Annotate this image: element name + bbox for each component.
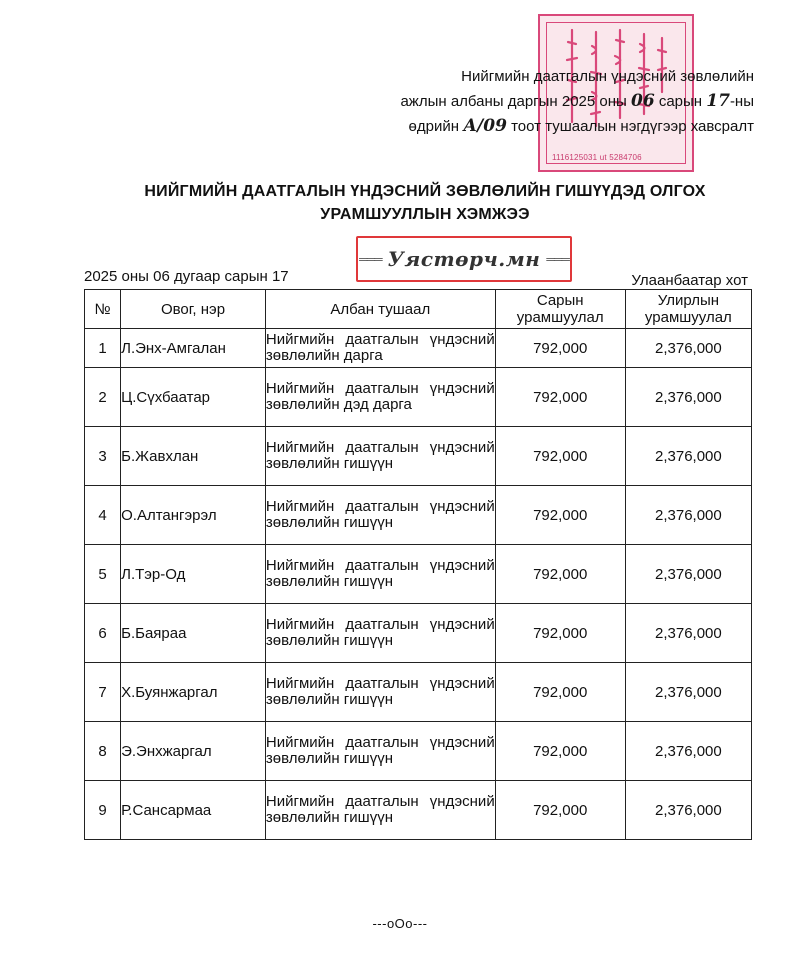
row-name: Л.Энх-Амгалан [121,329,266,368]
watermark-text: Уястөрч.мн [387,247,541,271]
table-row [85,545,752,604]
row-position: Нийгмийн даатгалын үндэсний зөвлөлийн гишүүн [265,486,495,545]
row-monthly-bonus: 792,000 [495,722,625,781]
attachment-note [334,64,754,139]
row-number: 3 [85,427,121,486]
watermark-right-lines-icon: ═══ [546,252,569,266]
row-position: Нийгмийн даатгалын үндэсний зөвлөлийн дарга [265,329,495,368]
title-line-1: НИЙГМИЙН ДААТГАЛЫН ҮНДЭСНИЙ ЗӨВЛӨЛИЙН ГИШҮҮДЭД ОЛГОХ [144,183,706,200]
watermark-logo [356,236,572,282]
row-seasonal-bonus: 2,376,000 [625,368,751,427]
row-monthly-bonus: 792,000 [495,604,625,663]
row-position: Нийгмийн даатгалын үндэсний зөвлөлийн гишүүн [265,781,495,840]
row-number: 7 [85,663,121,722]
row-name: Э.Энхжаргал [121,722,266,781]
note-order-suffix: тоот тушаалын нэгдүгээр хавсралт [511,118,754,135]
row-seasonal-bonus: 2,376,000 [625,486,751,545]
row-name: Б.Баяраа [121,604,266,663]
row-name: Х.Буянжаргал [121,663,266,722]
watermark-left-lines-icon: ═══ [359,252,382,266]
row-position: Нийгмийн даатгалын үндэсний зөвлөлийн гишүүн [265,722,495,781]
note-month-word: сарын [658,93,703,110]
row-position: Нийгмийн даатгалын үндэсний зөвлөлийн гишүүн [265,545,495,604]
row-seasonal-bonus: 2,376,000 [625,545,751,604]
row-name: Л.Тэр-Од [121,545,266,604]
handwritten-order-number: А/09 [463,116,507,136]
title-line-2: УРАМШУУЛЛЫН ХЭМЖЭЭ [320,206,530,223]
row-monthly-bonus: 792,000 [495,329,625,368]
header-seasonal-bonus: Улирлын урамшуулал [625,290,751,329]
row-seasonal-bonus: 2,376,000 [625,663,751,722]
table-row [85,368,752,427]
row-monthly-bonus: 792,000 [495,368,625,427]
document-city: Улаанбаатар хот [631,272,748,289]
header-monthly-bonus: Сарын урамшуулал [495,290,625,329]
row-seasonal-bonus: 2,376,000 [625,604,751,663]
row-monthly-bonus: 792,000 [495,427,625,486]
row-seasonal-bonus: 2,376,000 [625,781,751,840]
row-position: Нийгмийн даатгалын үндэсний зөвлөлийн гишүүн [265,427,495,486]
row-number: 9 [85,781,121,840]
row-position: Нийгмийн даатгалын үндэсний зөвлөлийн гишүүн [265,604,495,663]
handwritten-month: 06 [631,91,655,111]
row-number: 6 [85,604,121,663]
row-number: 1 [85,329,121,368]
row-name: Б.Жавхлан [121,427,266,486]
header-name: Овог, нэр [121,290,266,329]
table-row [85,722,752,781]
header-number: № [85,290,121,329]
note-line-2 [334,89,754,114]
row-seasonal-bonus: 2,376,000 [625,722,751,781]
table-row [85,781,752,840]
note-line-3 [334,114,754,139]
bonus-table [84,289,752,840]
row-number: 5 [85,545,121,604]
note-day-suffix: -ны [729,93,754,110]
row-position: Нийгмийн даатгалын үндэсний зөвлөлийн гишүүн [265,663,495,722]
note-order-prefix: ажлын албаны даргын 2025 оны [400,93,627,110]
row-monthly-bonus: 792,000 [495,781,625,840]
row-seasonal-bonus: 2,376,000 [625,329,751,368]
document-end-mark: ---oOo--- [372,916,428,931]
header-position: Албан тушаал [265,290,495,329]
row-monthly-bonus: 792,000 [495,545,625,604]
row-number: 8 [85,722,121,781]
row-name: Ц.Сүхбаатар [121,368,266,427]
row-name: Р.Сансармаа [121,781,266,840]
table-row [85,486,752,545]
table-row [85,604,752,663]
table-header-row [85,290,752,329]
row-position: Нийгмийн даатгалын үндэсний зөвлөлийн дэд дарга [265,368,495,427]
row-monthly-bonus: 792,000 [495,663,625,722]
note-day-word: өдрийн [408,118,460,135]
document-date: 2025 оны 06 дугаар сарын 17 [84,268,289,285]
row-name: О.Алтангэрэл [121,486,266,545]
table-row [85,663,752,722]
table-body [85,329,752,840]
note-line-1: Нийгмийн даатгалын үндэсний зөвлөлийн [461,68,754,85]
stamp-registration-code: 1116125031 ut 5284706 [552,153,642,162]
handwritten-day: 17 [706,91,730,111]
row-number: 4 [85,486,121,545]
row-number: 2 [85,368,121,427]
document-title [120,180,730,226]
row-seasonal-bonus: 2,376,000 [625,427,751,486]
table-row [85,329,752,368]
row-monthly-bonus: 792,000 [495,486,625,545]
table-row [85,427,752,486]
